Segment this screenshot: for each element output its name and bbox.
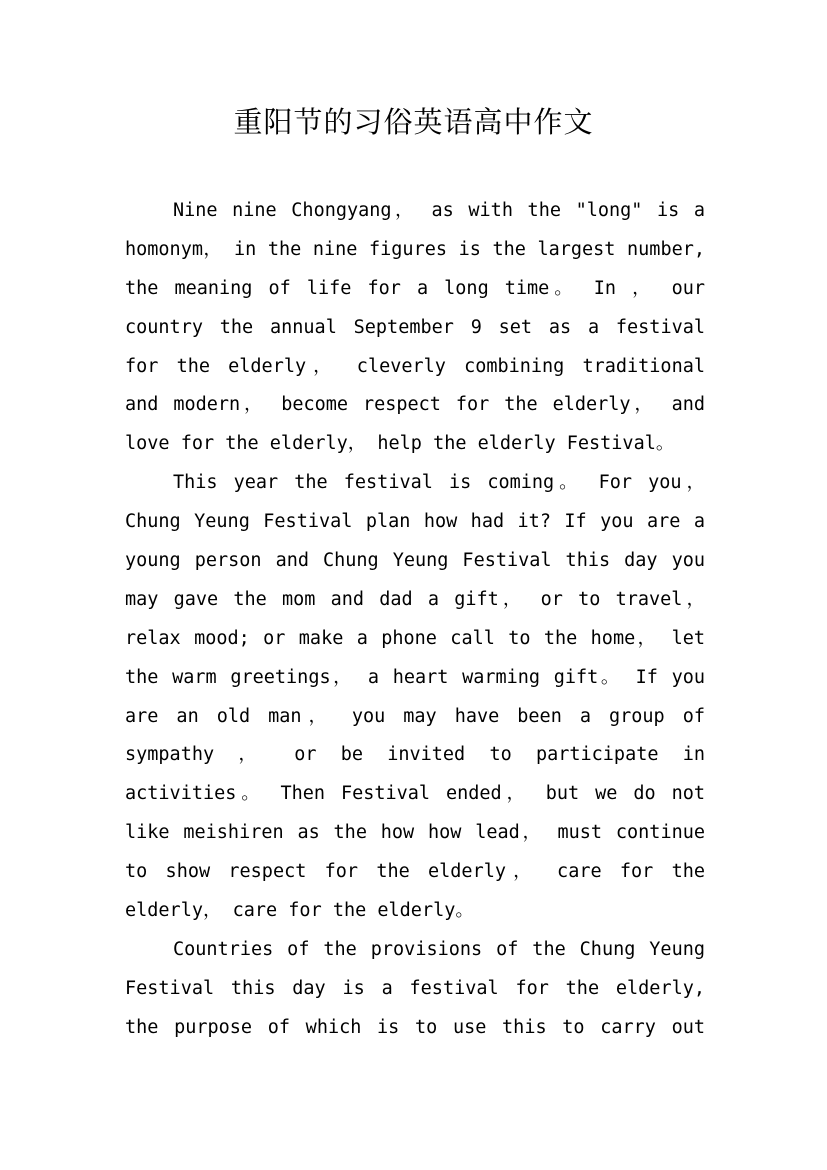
document-title: 重阳节的习俗英语高中作文 <box>233 105 594 139</box>
text-line: Festival this day is a festival for the elderly, <box>125 977 705 999</box>
text-line: Countries of the provisions of the Chung Yeung <box>173 938 705 960</box>
essay-body <box>125 192 705 1048</box>
text-line: elderly， care for the elderly。 <box>125 900 474 922</box>
text-line: young person and Chung Yeung Festival this day you <box>125 550 705 572</box>
text-line: the purpose of which is to use this to carry out <box>125 1016 705 1038</box>
text-line: the meaning of life for a long time。 In ， our <box>125 277 705 299</box>
text-line: are an old man， you may have been a group of <box>125 705 705 727</box>
text-line: Nine nine Chongyang， as with the "long" is a <box>173 200 705 221</box>
text-line: may gave the mom and dad a gift， or to travel， <box>125 588 705 610</box>
text-line: homonym， in the nine figures is the largest number, <box>125 238 705 260</box>
text-line: like meishiren as the how how lead， must continue <box>125 822 705 844</box>
text-line: the warm greetings， a heart warming gift。 If you <box>125 666 705 688</box>
text-line: for the elderly， cleverly combining traditional <box>125 355 705 377</box>
text-line: to show respect for the elderly， care for the <box>125 861 705 883</box>
text-line: sympathy ， or be invited to participate in <box>125 744 705 766</box>
text-line: activities。 Then Festival ended， but we do not <box>125 783 705 805</box>
text-line: relax mood; or make a phone call to the home， let <box>125 627 705 649</box>
text-line: This year the festival is coming。 For you， <box>173 472 705 494</box>
text-line: and modern， become respect for the elderly， and <box>125 394 705 416</box>
text-line: Chung Yeung Festival plan how had it? If you are a <box>125 511 705 533</box>
text-line: love for the elderly， help the elderly Festival。 <box>125 433 675 455</box>
text-line: country the annual September 9 set as a festival <box>125 316 705 338</box>
